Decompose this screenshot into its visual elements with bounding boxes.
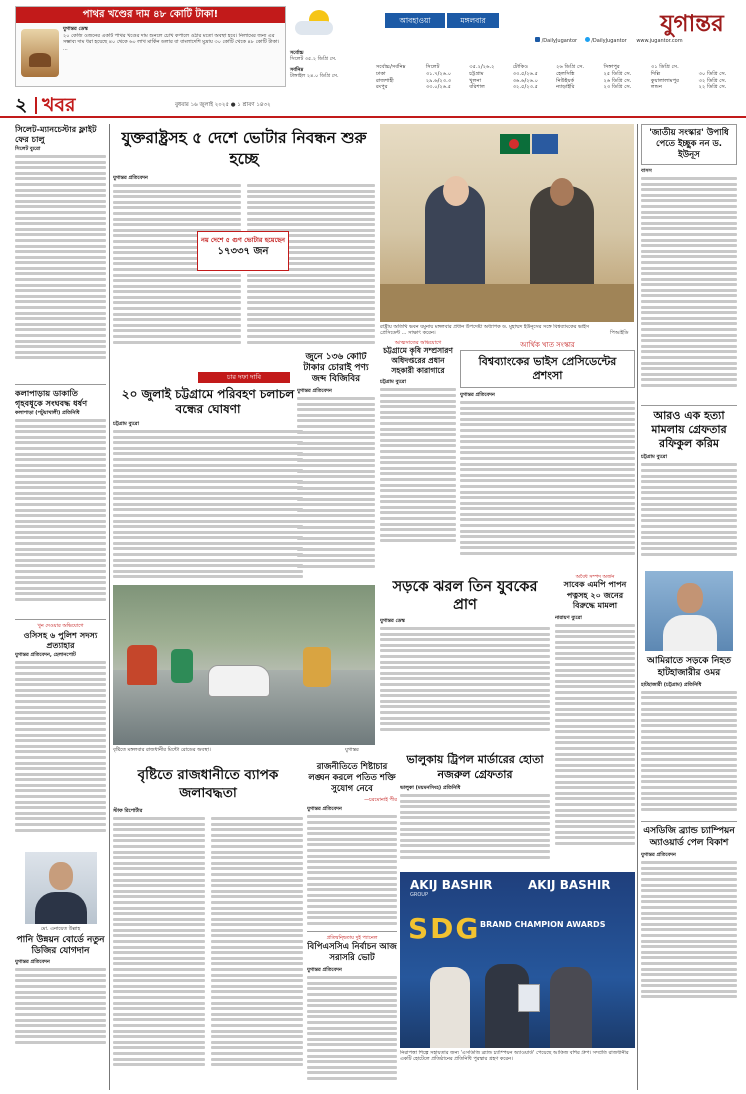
- weather-tab: আবহাওয়া: [385, 13, 445, 28]
- lead-story: [113, 124, 375, 370]
- ep-title: সাবেক এমপি পাপন পত্নসহ ২০ জনের বিরুদ্ধে মামলা: [563, 580, 627, 611]
- right-column: [641, 124, 737, 1092]
- sdg-banner-sub: BRAND CHAMPION AWARDS: [480, 920, 606, 929]
- weather-row: [374, 78, 744, 85]
- weather-row: [374, 71, 744, 78]
- bgb-body: [297, 394, 375, 584]
- politics-byline: যুগান্তর প্রতিবেদন: [307, 806, 342, 813]
- rain-photo-rickshaw: [127, 645, 157, 685]
- stone-ad-subtitle: যুগান্তর ডেস্ক: [63, 26, 88, 32]
- triple-byline: ভালুকা (ময়মনসিংহ) প্রতিনিধি: [400, 785, 461, 791]
- bgb-story: [297, 352, 375, 592]
- left-s3-title: ওসিসহ ৬ পুলিশ সদস্য প্রত্যাহার: [23, 629, 98, 650]
- triple-body: [400, 791, 550, 861]
- weather-cell: সিলেট: [425, 64, 440, 70]
- rain-story: [113, 760, 303, 1090]
- weather-max-min: [290, 50, 375, 80]
- ep-byline: নারায়ণ ব্যুরো: [555, 614, 582, 621]
- social-link-2[interactable]: /DailyJugantor: [591, 38, 627, 44]
- stone-image: [21, 29, 59, 77]
- road-byline: যুগান্তর ডেস্ক: [380, 618, 405, 624]
- masthead: [0, 0, 746, 120]
- rain-photo-credit: যুগান্তর: [345, 747, 359, 753]
- meeting-caption: রাষ্ট্রীয় অতিথি ভবন যমুনায় মঙ্গলবার প্রধান উপদেষ্টা অধ্যাপক ড. মুহাম্মদ ইউনূসের সঙ্গে বিশ্বব্যাংকের ভাইস প্রেসিডেন্ট ... সাক্ষাৎ করেন।: [380, 324, 590, 336]
- right-s4-title: এসডিজি ব্র্যান্ড চ্যাম্পিয়ন অ্যাওয়ার্ড পেল বিকাশ: [643, 826, 735, 849]
- meeting-credit: পিআইডি: [610, 330, 629, 336]
- weather-cell: রাজশাহী: [376, 77, 394, 84]
- left-s1-title: সিলেট-ম্যানচেস্টার ফ্লাইট ফের চালু: [15, 124, 97, 144]
- rain-photo-car: [208, 665, 270, 697]
- weather-cell: লন্ডন: [650, 84, 662, 91]
- page-number: ২: [15, 94, 28, 116]
- rain-photo: [113, 585, 375, 745]
- left-s3-kicker: খুন দেওয়ার অভিযোগে: [37, 623, 84, 630]
- weather-cell: ২৬ ডিগ্রি সে.: [603, 77, 632, 84]
- weather-cell: হেলসিঙ্কি: [556, 70, 575, 77]
- bgb-title: জুনে ১৩৬ কোটি টাকার চোরাই পণ্য জব্দ বিজিবির: [303, 352, 369, 384]
- stone-ad-title: পাথর খণ্ডের দাম ৪৮ কোটি টাকা!: [16, 7, 285, 23]
- ctg-byline: চট্টগ্রাম ব্যুরো: [113, 421, 140, 427]
- wb-kicker: আর্থিক খাত সংস্কার: [520, 341, 575, 349]
- right-s1-byline: বাসস: [641, 168, 652, 174]
- weather-cell: ২৩ ডিগ্রি সে.: [603, 84, 632, 91]
- right-s3-portrait: [645, 571, 733, 651]
- agri-kicker: আত্মসাতের অভিযোগে: [394, 340, 442, 346]
- politics-story: [307, 760, 397, 1090]
- left-column: [15, 124, 106, 1092]
- agri-byline: চট্টগ্রাম ব্যুরো: [380, 379, 407, 386]
- weather-cell: রংপুর: [376, 84, 388, 91]
- weather-cell: ঢাকা: [376, 70, 386, 77]
- akij-award-photo: [400, 872, 635, 1048]
- right-s2-title: আরও এক হত্যা মামলায় গ্রেফতার রফিকুল করিম: [651, 409, 727, 451]
- newspaper-logo: যুগান্তর: [660, 10, 724, 37]
- ep-kicker: অবৈধ সম্পদ অর্জন: [575, 574, 615, 580]
- left-s4-title: পানি উন্নয়ন বোর্ডে নতুন ডিজির যোগদান: [16, 935, 105, 957]
- left-s4-byline: যুগান্তর প্রতিবেদন: [15, 959, 50, 966]
- politics-attribution: —চরমোনাই পীর: [364, 797, 397, 803]
- rain-photo-caption: বৃষ্টিতে মঙ্গলবার রাজধানীর মিন্টো রোডের অবস্থা।: [113, 747, 211, 753]
- twitter-icon: [585, 37, 590, 42]
- left-s2-body: [15, 416, 106, 616]
- left-s3-byline: যুগান্তর প্রতিবেদন, হেলানপোট: [15, 651, 76, 658]
- ctg-body: [113, 427, 303, 582]
- weekday-tab: মঙ্গলবার: [447, 13, 499, 28]
- weather-table: [374, 64, 744, 91]
- weather-cell: ন্যাড়াইরি: [556, 84, 575, 91]
- right-s3-body: [641, 688, 737, 818]
- weather-cell: দিল্লি: [650, 70, 661, 77]
- weather-cell: সর্বোচ্চ/সর্বনিম্ন: [376, 64, 406, 70]
- ctg-kicker: চার দফা দাবি: [198, 372, 290, 383]
- meeting-photo: [380, 124, 634, 322]
- rain-body-col2: [211, 814, 303, 1084]
- akij-brand-1: AKIJ BASHIR: [410, 878, 493, 892]
- ctg-title: ২০ জুলাই চট্টগ্রামে পরিবহণ চলাচল বন্ধের ঘোষণা: [121, 387, 295, 416]
- politics-title: রাজনীতিতে শিষ্টাচার লঙ্ঘন করলে পতিত শক্তি সুযোগ নেবে: [308, 762, 396, 794]
- politics-body: [307, 813, 397, 928]
- right-s4-body: [641, 859, 737, 1009]
- left-s2-byline: কলাপাড়া (পটুয়াখালী) প্রতিনিধি: [15, 410, 80, 416]
- wb-byline: যুগান্তর প্রতিবেদন: [460, 392, 495, 398]
- min-temp-label: সর্বনিম্ন: [290, 66, 304, 73]
- left-s4-portrait: [25, 852, 97, 924]
- weather-cell: ৩৫.২/২৬.২: [469, 64, 495, 70]
- bpsc-byline: যুগান্তর প্রতিবেদন: [307, 967, 342, 974]
- ep-story: [555, 574, 635, 864]
- weather-cell: ৩০ ডিগ্রি সে.: [698, 70, 727, 77]
- max-temp-label: সর্বোচ্চ: [290, 50, 304, 56]
- wb-title: বিশ্বব্যাংকের ভাইস প্রেসিডেন্টের প্রশংসা: [460, 350, 635, 388]
- weather-row: [374, 64, 744, 71]
- road-story: [380, 574, 550, 748]
- lead-title: যুক্তরাষ্ট্রসহ ৫ দেশে ভোটার নিবন্ধন শুরু হচ্ছে: [121, 129, 367, 168]
- page-bar: [0, 94, 746, 118]
- akij-caption: নিরাপত্তা শিল্পে সহায়তার জন্য 'এসডিজি ব্র্যান্ড চ্যাম্পিয়ন অ্যাওয়ার্ড' পেয়েছে আকিজ বশির গ্রুপ। সম্প্রতি রাজধানীর একটি হোটেলে প্রতিষ্ঠানের প্রতিনিধি পুরস্কার গ্রহণ করেন।: [400, 1050, 629, 1063]
- column-rule-1: [109, 124, 110, 1090]
- rain-title: বৃষ্টিতে রাজধানীতে ব্যাপক জলাবদ্ধতা: [137, 767, 279, 801]
- web-link[interactable]: www.jugantor.com: [636, 38, 683, 44]
- weather-cell: টোকিও: [512, 64, 529, 70]
- social-row: [535, 37, 745, 44]
- left-s2-title: কলাপাড়ায় ডাকাতি গৃহবধূকে সংঘবদ্ধ ধর্ষণ: [15, 388, 88, 408]
- bpsc-kicker: প্রতিদ্বন্দ্বিতায় দুই প্যানেল: [326, 934, 378, 941]
- right-s3-title: আমিরাতে সড়কে নিহত হাটহাজারীর ওমর: [647, 655, 731, 678]
- weather-cell: ৩৬.৬/২৬.০: [512, 77, 538, 84]
- max-temp-value: সিলেট ৩৫.২ ডিগ্রি সে.: [290, 56, 337, 63]
- weather-area: [290, 6, 746, 89]
- weather-cell: ৩১.৭/২৬.০: [425, 70, 452, 77]
- lead-highlight-line2: ১৭৩৩৭ জন: [217, 246, 269, 258]
- weather-cell: ২২ ডিগ্রি সে.: [698, 84, 727, 91]
- rain-byline: স্টাফ রিপোর্টার: [113, 808, 143, 814]
- bgb-byline: যুগান্তর প্রতিবেদন: [297, 388, 332, 394]
- triple-story: [400, 752, 550, 870]
- agri-title: চট্টগ্রামে কৃষি সম্প্রসারণ অধিদপ্তরের প্রধান সহকারী কারাগারে: [383, 346, 453, 376]
- lead-byline: যুগান্তর প্রতিবেদন: [113, 175, 148, 181]
- agri-body: [380, 386, 456, 556]
- weather-cell: নিউইয়র্ক: [556, 77, 575, 84]
- akij-group-1: GROUP: [410, 892, 428, 898]
- wb-body: [460, 398, 635, 568]
- flag-wb: [532, 134, 558, 154]
- weather-cell: খুলনা: [469, 77, 482, 84]
- weather-cell: সিঙ্গাপুর: [603, 64, 620, 70]
- stone-ad-box: [15, 6, 286, 87]
- lead-highlight-box: [197, 231, 289, 271]
- lead-highlight-line1: নয় দেশে ৫ গুণ ভোটার হয়েছেন: [200, 236, 286, 245]
- weather-row: [374, 84, 744, 91]
- weather-cell: ৩১ ডিগ্রি সে.: [650, 64, 679, 70]
- flag-bangladesh: [500, 134, 530, 154]
- stone-ad-body: ২০ কেজি ওজনের একটি পাথর খণ্ডের দাম শুনলে চোখ কপালে ওঠার মতো অবস্থা হবে। নিলামের জন্য এর সম্ভাব্য দাম ধরা হয়েছে ৪০ থেকে ৬০ লাখ মার্কিন ডলার বা বাংলাদেশি মুদ্রায় ৩০ কোটি থেকে ৪৮ কোটি টাকা। ...: [63, 33, 280, 52]
- right-s2-byline: চট্টগ্রাম ব্যুরো: [641, 454, 668, 461]
- right-s1-body: [641, 174, 737, 402]
- weather-cell: ২৯.৬/২৩.৩: [425, 77, 452, 84]
- column-rule-2: [637, 124, 638, 1090]
- right-s2-body: [641, 461, 737, 565]
- right-s1-title: 'জাতীয় সংস্কার' উপাধি পেতে ইচ্ছুক নন ড. ইউনূস: [641, 124, 737, 165]
- rain-body-col1: [113, 814, 205, 1084]
- left-s3-body: [15, 658, 106, 848]
- weather-cell: ৩২.৫/২৩.৫: [512, 84, 538, 91]
- sun-cloud-icon: [295, 9, 343, 39]
- weather-cell: ৩৩.০/২৬.৫: [425, 84, 452, 91]
- right-s4-byline: যুগান্তর প্রতিবেদন: [641, 852, 676, 859]
- wb-story: [460, 340, 635, 572]
- road-title: সড়কে ঝরল তিন যুবকের প্রাণ: [392, 579, 538, 613]
- dateline: বুধবার ১৬ জুলাই ২০২৫ ● ১ শ্রাবণ ১৪৩২: [175, 102, 271, 108]
- weather-cell: ২৫ ডিগ্রি সে.: [603, 70, 632, 77]
- agri-story: [380, 340, 456, 572]
- bpsc-body: [307, 974, 397, 1084]
- triple-title: ভালুকায় ট্রিপল মার্ডারের হোতা নজরুল গ্রেফতার: [406, 753, 544, 781]
- ep-body: [555, 621, 635, 861]
- weather-cell: ২৬ ডিগ্রি সে.: [556, 64, 585, 70]
- weather-cell: ৩২ ডিগ্রি সে.: [698, 77, 727, 84]
- bpsc-title: বিপিএসসিএ নির্বাচন আজ সরাসরি ভোট: [307, 942, 397, 964]
- sdg-banner: SDG: [408, 912, 481, 945]
- weather-cell: বরিশাল: [469, 84, 485, 91]
- award-trophy: [518, 984, 540, 1012]
- min-temp-value: টাঙ্গাইল ২৪.০ ডিগ্রি সে.: [290, 73, 339, 80]
- left-s4-body: [15, 966, 106, 1046]
- weather-cell: ৩৩.৫/২৬.৫: [512, 70, 538, 77]
- right-s3-byline: হাটহাজারী (চট্টগ্রাম) প্রতিনিধি: [641, 681, 702, 688]
- section-name: খবর: [42, 94, 76, 116]
- left-s1-body: [15, 155, 106, 381]
- akij-brand-2: AKIJ BASHIR: [528, 878, 611, 892]
- page-bar-divider: [35, 97, 37, 114]
- weather-cell: চট্টগ্রাম: [469, 70, 484, 77]
- road-body: [380, 624, 550, 734]
- weather-cell: কুয়ালালামপুর: [650, 77, 680, 84]
- facebook-icon: [535, 37, 540, 42]
- left-s4-person-caption: মো. এনায়েত উল্লাহ: [40, 926, 81, 933]
- left-s1-byline: সিলেট ব্যুরো: [15, 146, 41, 152]
- social-link-1[interactable]: /DailyJugantor: [541, 38, 578, 44]
